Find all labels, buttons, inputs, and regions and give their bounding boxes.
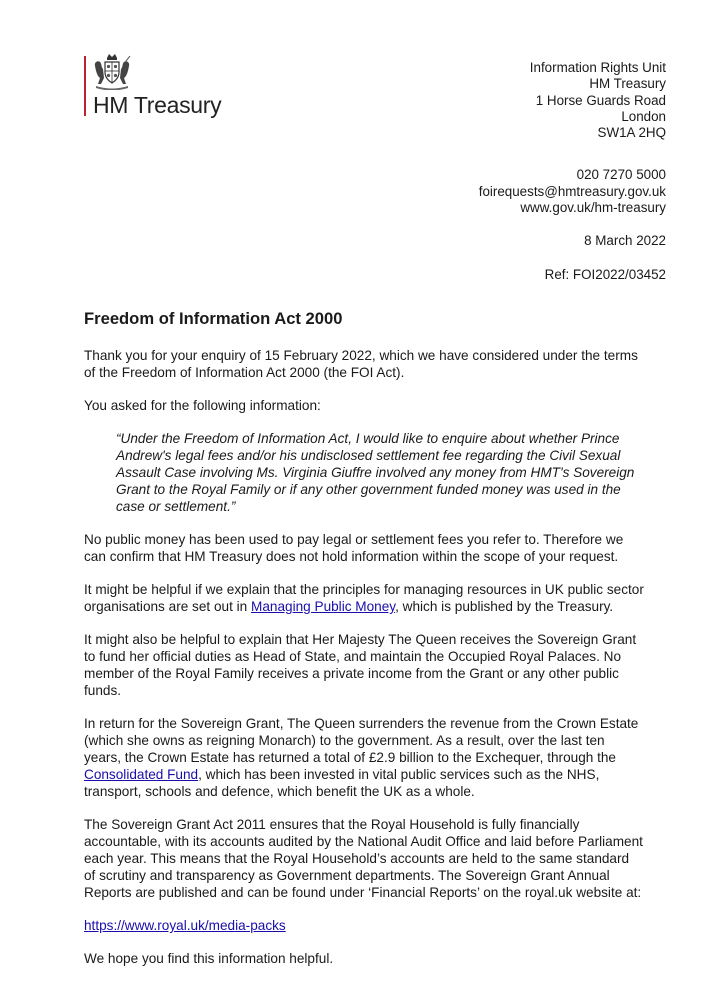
- address-department: HM Treasury: [589, 76, 666, 92]
- royal-crest-icon: [90, 52, 134, 90]
- paragraph-sovereign-grant: It might also be helpful to explain that Her Majesty The Queen receives the Sovereign Grant to fund her official duties as Head of State, and maintain the Occupied Royal Palaces. No member of the Royal Family receives a private income from the Grant or any other public funds.: [84, 632, 637, 698]
- sender-address-block: [479, 60, 666, 283]
- letter-body: [84, 309, 644, 983]
- paragraph-managing-public-money: It might be helpful if we explain that the principles for managing resources in UK public sector organisations are set out in Managing Public Money, which is published by the Treasury.: [84, 582, 644, 614]
- paragraph-sovereign-grant-act: The Sovereign Grant Act 2011 ensures that the Royal Household is fully financially accountable, with its accounts audited by the National Audit Office and laid before Parliament each year. This means that the Royal Household’s accounts are held to the same standard of scrutiny and transparency as Government departments. The Sovereign Grant Annual Reports are published and can be found under ‘Financial Reports’ on the royal.uk website at:: [84, 817, 643, 900]
- address-postcode: SW1A 2HQ: [597, 125, 666, 141]
- hm-treasury-logo: [84, 52, 244, 122]
- managing-public-money-link[interactable]: Managing Public Money: [251, 599, 396, 614]
- contact-phone: 020 7270 5000: [576, 167, 666, 183]
- contact-website: www.gov.uk/hm-treasury: [520, 200, 666, 216]
- contact-email: foirequests@hmtreasury.gov.uk: [478, 183, 666, 199]
- royal-media-packs-link[interactable]: https://www.royal.uk/media-packs: [84, 918, 286, 933]
- logo-brand-text: HM Treasury: [93, 92, 222, 118]
- paragraph-enquiry: Thank you for your enquiry of 15 February 2022, which we have considered under the terms of the Freedom of Information Act 2000 (the FOI Act).: [84, 348, 638, 380]
- closing-line: We hope you find this information helpful.: [84, 951, 334, 966]
- quoted-request: “Under the Freedom of Information Act, I would like to enquire about whether Prince Andrew's legal fees and/or his undisclosed settlement fee regarding the Civil Sexual Assault Case involving Ms. Virginia Giuffre involved any money from HMT's Sovereign Grant to the Royal Family or if any other government funded money was used in the case or settlement.”: [116, 431, 635, 514]
- address-street: 1 Horse Guards Road: [535, 92, 666, 108]
- logo-red-bar: [84, 56, 86, 116]
- paragraph-request-intro: You asked for the following information:: [84, 398, 321, 413]
- paragraph-no-public-money: No public money has been used to pay legal or settlement fees you refer to. Therefore we can confirm that HM Treasury does not hold information within the scope of your request.: [84, 532, 624, 564]
- address-unit: Information Rights Unit: [529, 60, 666, 75]
- address-city: London: [621, 108, 666, 124]
- consolidated-fund-link[interactable]: Consolidated Fund: [84, 767, 199, 782]
- reference-number: Ref: FOI2022/03452: [544, 266, 666, 282]
- paragraph-link: [84, 917, 644, 934]
- letter-date: 8 March 2022: [584, 233, 666, 249]
- letter-heading: Freedom of Information Act 2000: [84, 309, 343, 328]
- paragraph-crown-estate: In return for the Sovereign Grant, The Queen surrenders the revenue from the Crown Estate (which she owns as reigning Monarch) to the government. As a result, over the last ten years, the Crown Estate has returned a total of £2.9 billion to the Exchequer, through the Consolidated Fund, which has been invested in vital public services such as the NHS, transport, schools and defence, which benefit the UK as a whole.: [84, 716, 639, 799]
